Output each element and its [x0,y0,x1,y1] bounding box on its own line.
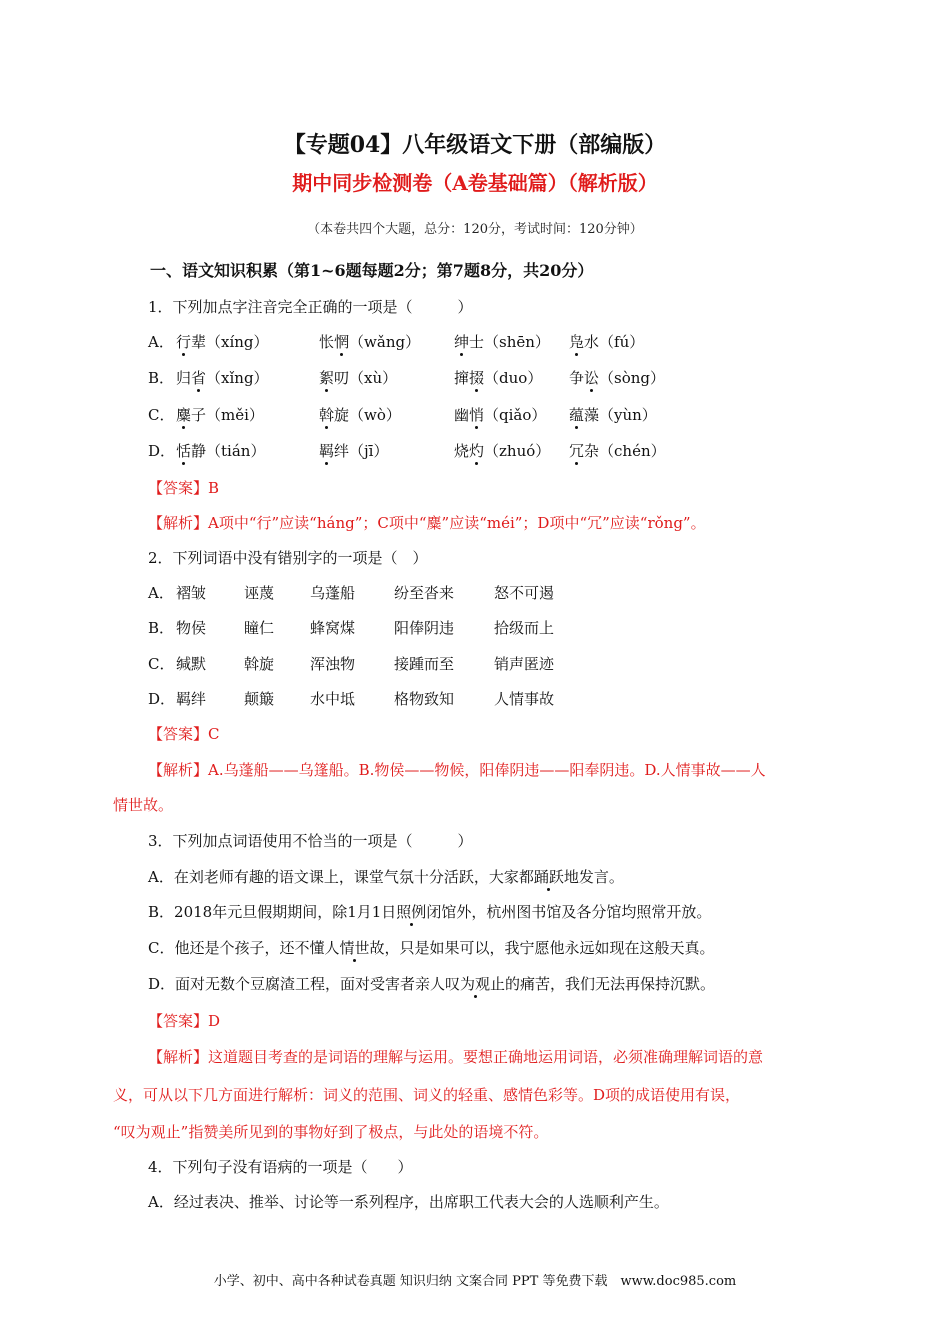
option-word: 羁绊 [176,690,207,708]
option-item [176,331,269,352]
question-3-analysis-line3: “叹为观止”指赞美所见到的事物好到了极点，与此处的语境不符。 [113,1123,549,1141]
option-text: （zhuó） [484,442,551,460]
question-4-option-a: A．经过表决、推举、讨论等一系列程序，出席职工代表大会的人选顺利产生。 [148,1193,669,1211]
option-word: 物侯 [176,619,207,637]
question-3-analysis-line1: 【解析】这道题目考查的是词语的理解与运用。要想正确地运用词语，必须准确理解词语的意 [148,1048,764,1066]
option-text: 静（tián） [191,442,266,460]
option-text: 闭馆外，杭州图书馆及各分馆均照常开放。 [426,903,712,921]
option-word: 诬蔑 [244,584,275,602]
option-text: 撺 [454,369,470,387]
dotted-character: 省 [191,369,207,387]
option-text: （sòng） [599,369,666,387]
option-text: B．2018年元旦假期期间，除1月1日 [148,903,397,921]
option-item [454,367,542,388]
dotted-character: 讼 [584,369,600,387]
question-1-stem: 1．下列加点字注音完全正确的一项是（ ） [148,298,473,316]
option-text: （qiǎo） [484,406,547,424]
option-text: D．面对无数个豆腐渣工程，面对受害者亲人 [148,975,446,993]
question-2-stem: 2．下列词语中没有错别字的一项是（ ） [148,549,428,567]
option-item [454,440,550,461]
option-text: 杂（chén） [584,442,666,460]
option-text: 幽 [454,406,470,424]
option-item [569,367,665,388]
option-word: 人情事故 [494,690,555,708]
option-word: 浑浊物 [310,655,356,673]
question-3-option-b [148,901,711,922]
option-text: 水（fú） [584,333,645,351]
option-text: （wǎng） [349,333,421,351]
option-text: 辈（xíng） [191,333,269,351]
option-item [454,404,546,425]
dotted-character: 凫 [569,333,585,351]
document-subtitle: 期中同步检测卷（A卷基础篇）（解析版） [292,171,658,195]
dotted-character: 掇 [469,369,485,387]
option-item [319,440,388,461]
option-word: 纷至沓来 [394,584,455,602]
option-label: C． [148,406,175,424]
option-text: ，只是如果可以，我宁愿他永远如现在这般天真。 [384,939,715,957]
option-text: 地发言。 [563,868,624,886]
dotted-character: 悄 [469,406,485,424]
option-word: 乌蓬船 [310,584,356,602]
option-word: 蜂窝煤 [310,619,356,637]
dotted-character: 惘 [334,333,350,351]
dotted-word: 人情世故 [324,939,385,957]
option-word: 褶皱 [176,584,207,602]
dotted-character: 绅 [454,333,470,351]
question-2-answer: 【答案】C [148,725,220,743]
question-2-analysis-line1: 【解析】A.乌蓬船——乌篷船。B.物侯——物候，阳俸阴违——阳奉阴违。D.人情事故——人 [148,761,766,779]
option-text: 子（měi） [191,406,264,424]
option-label: A． [148,333,174,351]
option-text: 叨（xù） [334,369,398,387]
option-word: 格物致知 [394,690,455,708]
option-label: D． [148,690,176,708]
option-item [319,331,420,352]
option-item [176,367,269,388]
option-word: 销声匿迹 [494,655,555,673]
question-1-analysis: 【解析】A项中“行”应读“háng”；C项中“麋”应读“méi”；D项中“冗”应读“rǒng”。 [148,514,706,532]
dotted-character: 灼 [469,442,485,460]
option-label: D． [148,442,176,460]
dotted-character: 冗 [569,442,585,460]
question-1-answer: 【答案】B [148,479,220,497]
option-word: 颠簸 [244,690,275,708]
question-3-analysis-line2: 义，可从以下几方面进行解析：词义的范围、词义的轻重、感情色彩等。D项的成语使用有误， [113,1086,741,1104]
option-item [454,331,550,352]
dotted-character: 恬 [176,442,192,460]
question-3-answer: 【答案】D [148,1012,221,1030]
dotted-character: 麋 [176,406,192,424]
option-word: 缄默 [176,655,207,673]
exam-info: （本卷共四个大题，总分：120分，考试时间：120分钟） [307,222,643,237]
option-text: 藻（yùn） [584,406,657,424]
question-2-analysis-line2: 情世故。 [113,796,174,814]
page-footer: 小学、初中、高中各种试卷真题 知识归纳 文案合同 PPT 等免费下载 www.doc985.com [213,1274,737,1289]
option-text: 旋（wò） [334,406,401,424]
option-word: 拾级而上 [494,619,555,637]
dotted-character: 羁 [319,442,335,460]
option-label: B． [148,619,175,637]
option-item [319,404,401,425]
option-label: C． [148,655,175,673]
option-text: 烧 [454,442,470,460]
option-text: 归 [176,369,192,387]
option-word: 阳俸阴违 [394,619,455,637]
option-text: 士（shēn） [469,333,550,351]
dotted-character: 蕴 [569,406,585,424]
dotted-word: 踊跃 [533,868,564,886]
document-title: 【专题04】八年级语文下册（部编版） [283,132,667,158]
dotted-character: 絮 [319,369,335,387]
option-item [569,440,666,461]
option-text: 怅 [319,333,335,351]
question-3-option-a [148,866,624,887]
option-text: 争 [569,369,585,387]
dotted-word: 叹为观止 [445,975,506,993]
question-4-stem: 4．下列句子没有语病的一项是（ ） [148,1158,413,1176]
option-text: 绊（jī） [334,442,389,460]
option-text: C．他还是个孩子，还不懂 [148,939,325,957]
option-item [569,331,644,352]
section-title: 一、语文知识积累（第1~6题每题2分；第7题8分，共20分） [150,261,594,280]
option-item [319,367,397,388]
option-word: 怒不可遏 [494,584,555,602]
option-item [569,404,657,425]
option-word: 瞳仁 [244,619,275,637]
option-item [176,404,264,425]
dotted-word: 照例 [396,903,427,921]
option-item [176,440,265,461]
option-text: A．在刘老师有趣的语文课上，课堂气氛十分活跃，大家都 [148,868,534,886]
option-label: B． [148,369,175,387]
option-text: 的痛苦，我们无法再保持沉默。 [505,975,716,993]
question-3-option-c [148,937,715,958]
option-text: （xǐng） [206,369,269,387]
question-3-stem: 3．下列加点词语使用不恰当的一项是（ ） [148,832,473,850]
option-word: 接踵而至 [394,655,455,673]
dotted-character: 斡 [319,406,335,424]
option-word: 水中坻 [310,690,356,708]
option-text: （duo） [484,369,543,387]
question-3-option-d [148,973,715,994]
option-label: A． [148,584,174,602]
dotted-character: 行 [176,333,192,351]
option-word: 斡旋 [244,655,275,673]
